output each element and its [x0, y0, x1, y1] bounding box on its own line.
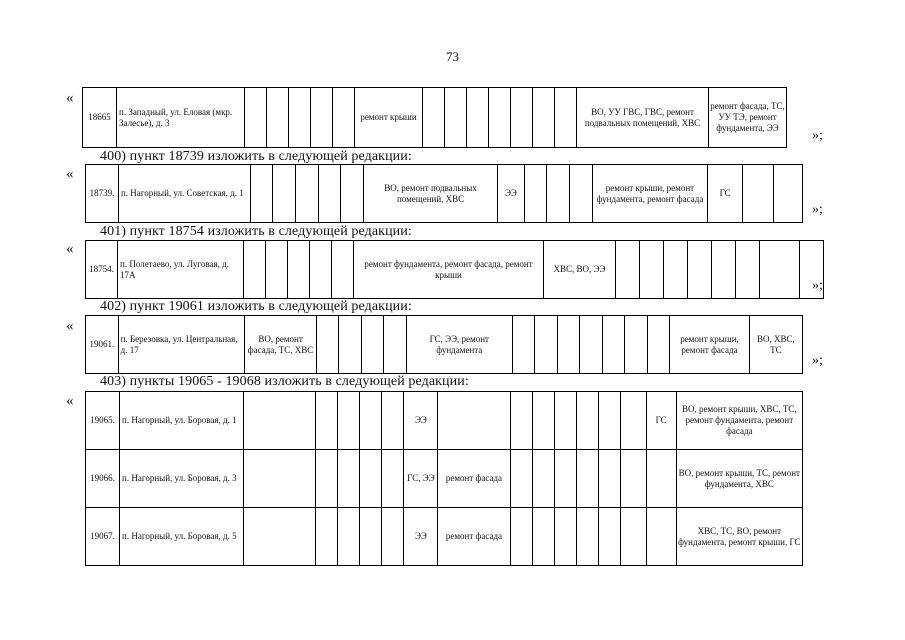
- table-19065-19068: [85, 391, 803, 566]
- amendment-caption: 402) пункт 19061 изложить в следующей редакции:: [100, 299, 412, 314]
- empty-cell: [532, 508, 554, 566]
- empty-cell: [467, 88, 489, 148]
- work-cell: ремонт крыши, ремонт фундамента, ремонт фасада: [592, 165, 707, 223]
- work-cell: ХВС, ВО, ЭЭ: [544, 241, 616, 299]
- empty-cell: [736, 241, 760, 299]
- page-number: 73: [446, 49, 459, 64]
- empty-cell: [244, 450, 316, 508]
- empty-cell: [361, 316, 383, 374]
- work-cell: ЭЭ: [404, 392, 438, 450]
- empty-cell: [296, 165, 319, 223]
- empty-cell: [267, 88, 289, 148]
- row-number: 19061.: [86, 316, 119, 374]
- address-cell: п. Полетаево, ул. Луговая, д. 17А: [118, 241, 244, 299]
- table-row: [86, 450, 803, 508]
- empty-cell: [311, 88, 333, 148]
- empty-cell: [489, 88, 511, 148]
- work-cell: ВО, УУ ГВС, ГВС, ремонт подвальных помещений, ХВС: [577, 88, 709, 148]
- work-cell: ВО, ремонт фасада, ТС, ХВС: [245, 316, 316, 374]
- empty-cell: [532, 392, 554, 450]
- work-cell: ЭЭ: [404, 508, 438, 566]
- open-quote: «: [66, 318, 74, 334]
- open-quote: «: [66, 90, 74, 106]
- work-cell: ВО, ремонт крыши, ТС, ремонт фундамента, ХВС: [676, 450, 802, 508]
- close-quote: »;: [812, 128, 823, 143]
- empty-cell: [512, 316, 534, 374]
- row-number: 18739.: [86, 165, 119, 223]
- table-18739: [85, 164, 803, 223]
- address-cell: п. Нагорный, ул. Боровая, д. 5: [120, 508, 244, 566]
- empty-cell: [250, 165, 273, 223]
- work-cell: ремонт крыши, ремонт фасада: [670, 316, 750, 374]
- work-cell: ГС: [708, 165, 743, 223]
- empty-cell: [316, 450, 338, 508]
- work-cell: ремонт крыши: [355, 88, 423, 148]
- address-cell: п. Нагорный, ул. Боровая, д. 3: [120, 450, 244, 508]
- work-cell: ВО, ХВС, ТС: [749, 316, 802, 374]
- row-number: 18754.: [86, 241, 118, 299]
- empty-cell: [360, 508, 382, 566]
- work-cell: ХВС, ТС, ВО, ремонт фундамента, ремонт крыши, ГС: [676, 508, 802, 566]
- empty-cell: [646, 450, 676, 508]
- address-cell: п. Березовка, ул. Центральная, д. 17: [118, 316, 245, 374]
- empty-cell: [244, 392, 316, 450]
- empty-cell: [382, 508, 404, 566]
- empty-cell: [382, 392, 404, 450]
- empty-cell: [620, 392, 646, 450]
- empty-cell: [620, 508, 646, 566]
- close-quote: »;: [812, 353, 823, 368]
- work-cell: ГС, ЭЭ, ремонт фундамента: [406, 316, 512, 374]
- open-quote: «: [66, 393, 74, 409]
- amendment-caption: 400) пункт 18739 изложить в следующей редакции:: [100, 149, 412, 164]
- row-number: 19067.: [86, 508, 120, 566]
- empty-cell: [712, 241, 736, 299]
- empty-cell: [510, 508, 532, 566]
- empty-cell: [688, 241, 712, 299]
- empty-cell: [339, 316, 361, 374]
- empty-cell: [554, 508, 576, 566]
- empty-cell: [533, 88, 555, 148]
- close-quote: »;: [812, 278, 823, 293]
- empty-cell: [510, 392, 532, 450]
- empty-cell: [576, 392, 598, 450]
- amendment-caption: 403) пункты 19065 - 19068 изложить в следующей редакции:: [100, 374, 469, 389]
- empty-cell: [445, 88, 467, 148]
- empty-cell: [316, 508, 338, 566]
- empty-cell: [743, 165, 774, 223]
- empty-cell: [547, 165, 570, 223]
- work-cell: ВО, ремонт подвальных помещений, ХВС: [364, 165, 498, 223]
- empty-cell: [598, 392, 620, 450]
- empty-cell: [244, 508, 316, 566]
- empty-cell: [338, 508, 360, 566]
- empty-cell: [318, 165, 341, 223]
- empty-cell: [338, 392, 360, 450]
- empty-cell: [360, 450, 382, 508]
- empty-cell: [555, 88, 577, 148]
- empty-cell: [524, 165, 547, 223]
- table-18754: [85, 240, 824, 299]
- empty-cell: [423, 88, 445, 148]
- table-row: [86, 241, 824, 299]
- work-cell: ремонт фасада: [438, 508, 510, 566]
- empty-cell: [289, 88, 311, 148]
- work-cell: ГС: [646, 392, 676, 450]
- work-cell: ремонт фасада: [438, 450, 510, 508]
- empty-cell: [288, 241, 310, 299]
- empty-cell: [535, 316, 557, 374]
- empty-cell: [598, 450, 620, 508]
- table-row: [86, 316, 803, 374]
- amendment-caption: 401) пункт 18754 изложить в следующей редакции:: [100, 224, 412, 239]
- address-cell: п. Нагорный, ул. Советская, д. 1: [118, 165, 250, 223]
- empty-cell: [774, 165, 803, 223]
- empty-cell: [576, 508, 598, 566]
- empty-cell: [360, 392, 382, 450]
- empty-cell: [640, 241, 664, 299]
- empty-cell: [245, 88, 267, 148]
- empty-cell: [438, 392, 510, 450]
- open-quote: «: [66, 241, 74, 257]
- empty-cell: [554, 392, 576, 450]
- empty-cell: [382, 450, 404, 508]
- empty-cell: [646, 508, 676, 566]
- address-cell: п. Нагорный, ул. Боровая, д. 1: [120, 392, 244, 450]
- empty-cell: [511, 88, 533, 148]
- empty-cell: [576, 450, 598, 508]
- empty-cell: [647, 316, 669, 374]
- empty-cell: [557, 316, 579, 374]
- work-cell: ГС, ЭЭ: [404, 450, 438, 508]
- empty-cell: [338, 450, 360, 508]
- empty-cell: [266, 241, 288, 299]
- empty-cell: [570, 165, 593, 223]
- table-row: [86, 508, 803, 566]
- empty-cell: [341, 165, 364, 223]
- address-cell: п. Западный, ул. Еловая (мкр. Залесье), д. 3: [117, 88, 245, 148]
- empty-cell: [664, 241, 688, 299]
- empty-cell: [620, 450, 646, 508]
- empty-cell: [602, 316, 624, 374]
- empty-cell: [273, 165, 296, 223]
- empty-cell: [332, 241, 354, 299]
- empty-cell: [310, 241, 332, 299]
- empty-cell: [580, 316, 602, 374]
- empty-cell: [760, 241, 800, 299]
- open-quote: «: [66, 166, 74, 182]
- empty-cell: [333, 88, 355, 148]
- empty-cell: [244, 241, 266, 299]
- empty-cell: [316, 392, 338, 450]
- table-18665: [82, 87, 787, 148]
- row-number: 19065.: [86, 392, 120, 450]
- work-cell: ремонт фасада, ТС, УУ ТЭ, ремонт фундамента, ЭЭ: [709, 88, 787, 148]
- close-quote: »;: [812, 202, 823, 217]
- empty-cell: [625, 316, 647, 374]
- table-row: [86, 165, 803, 223]
- row-number: 18665: [83, 88, 117, 148]
- table-row: [86, 392, 803, 450]
- empty-cell: [510, 450, 532, 508]
- table-row: [83, 88, 787, 148]
- empty-cell: [554, 450, 576, 508]
- table-19061: [85, 315, 803, 374]
- empty-cell: [316, 316, 338, 374]
- work-cell: ВО, ремонт крыши, ХВС, ТС, ремонт фундамента, ремонт фасада: [676, 392, 802, 450]
- work-cell: ремонт фундамента, ремонт фасада, ремонт крыши: [354, 241, 544, 299]
- empty-cell: [532, 450, 554, 508]
- work-cell: ЭЭ: [498, 165, 525, 223]
- row-number: 19066.: [86, 450, 120, 508]
- empty-cell: [384, 316, 406, 374]
- empty-cell: [598, 508, 620, 566]
- empty-cell: [616, 241, 640, 299]
